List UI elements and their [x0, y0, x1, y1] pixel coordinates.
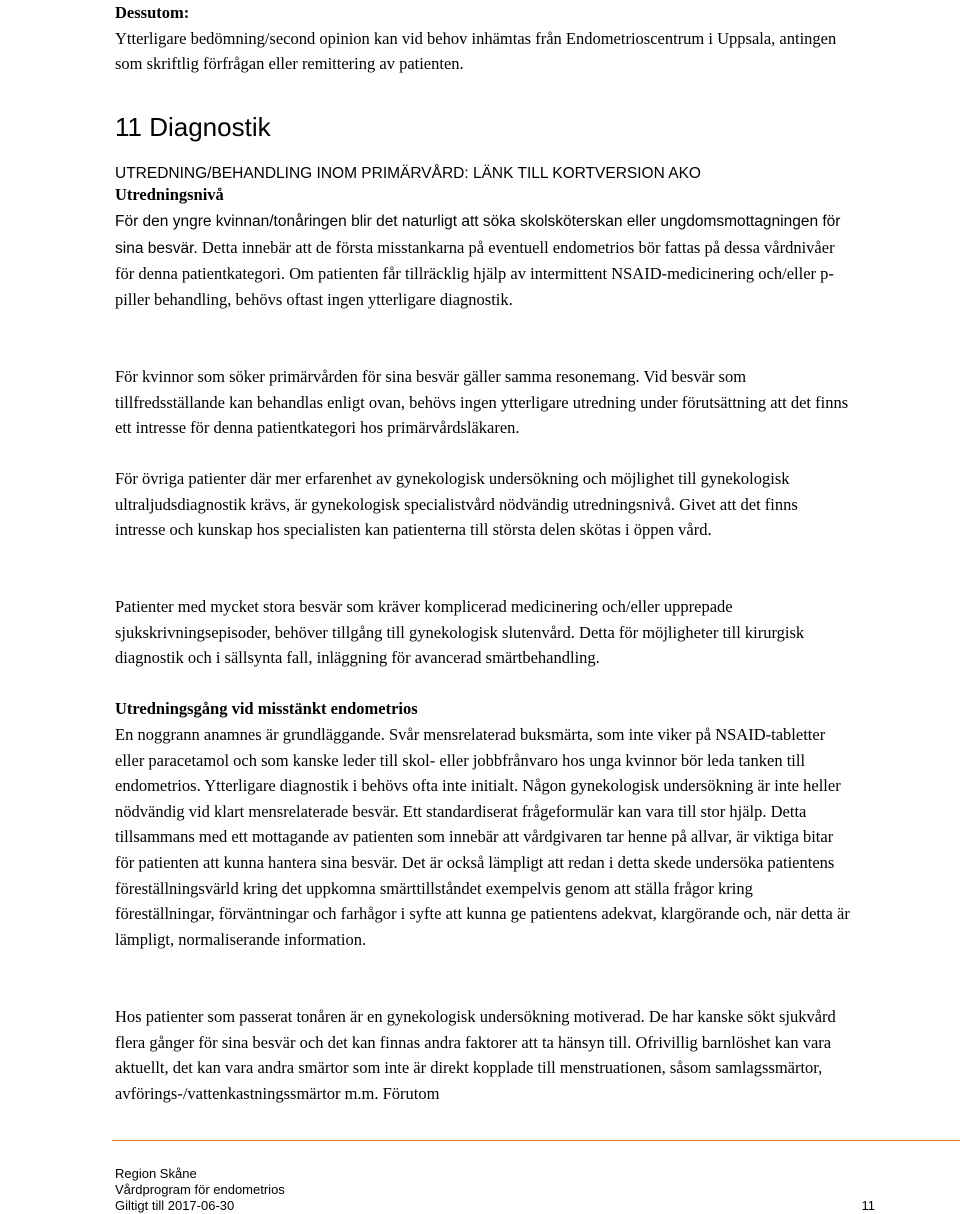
dessutom-heading: Dessutom:: [115, 3, 190, 22]
footer-valid-until: Giltigt till 2017-06-30: [115, 1198, 235, 1213]
utredningsniva-heading: Utredningsnivå: [115, 185, 224, 204]
utredningsniva-para4: Patienter med mycket stora besvär som kräver komplicerad medicinering och/eller upprepade sjukskrivningsepisoder, behöver tillgång till gynekologisk slutenvård. Detta för möjligheter till kirurgisk diagnostik och i sällsynta fall, inläggning för avancerad smärtbehandling.: [115, 597, 805, 668]
para1-serif-part: Detta innebär att de första misstankarna på eventuell endometrios bör fattas på dessa vårdnivåer för denna patientkategori. Om patienten får tillräcklig hjälp av intermittent NSAID-medicinering och/eller p-piller behandling, behövs oftast ingen ytterligare diagnostik.: [115, 237, 835, 309]
utredningsgang-heading: Utredningsgång vid misstänkt endometrios: [115, 699, 418, 718]
page-number: 11: [861, 1198, 875, 1213]
utredningsgang-para2: Hos patienter som passerat tonåren är en gynekologisk undersökning motiverad. De har kanske sökt sjukvård flera gånger för sina besvär och det kan finnas andra faktorer att ta hänsyn till. Ofrivillig barnlöshet kan vara aktuellt, det kan vara andra smärtor som inte är direkt kopplade till menstruationen, såsom samlagssmärtor, avförings-/vattenkastningssmärtor m.m. Förutom: [115, 1007, 836, 1103]
utredningsniva-para2: För kvinnor som söker primärvården för sina besvär gäller samma resonemang. Vid besvär som tillfredsställande kan behandlas enligt ovan, behövs ingen ytterligare utredning under förutsättning att det finns ett intresse för denna patientkategori hos primärvårdsläkaren.: [115, 367, 849, 438]
utredningsgang-para1: En noggrann anamnes är grundläggande. Svår mensrelaterad buksmärta, som inte viker på NSAID-tabletter eller paracetamol och som kanske leder till skol- eller jobbfrånvaro hos unga kvinnor bör leda tanken till endometrios. Ytterligare diagnostik i behövs ofta inte initialt. Någon gynekologisk undersökning är inte heller nödvändig vid klart mensrelaterade besvär. Ett standardiserat frågeformulär kan vara till stor hjälp. Detta tillsammans med ett mottagande av patienten som innebär att vårdgivaren tar henne på allvar, är viktiga bitar för patienten att kunna hantera sina besvär. Det är också lämpligt att redan i detta skede undersöka patientens föreställningsvärld kring det uppkomna smärttillståndet exempelvis genom att ställa frågor kring föreställningar, förväntningar och farhågor i syfte att kunna ge patientens adekvat, klargörande och, när detta är lämpligt, normaliserande information.: [115, 725, 850, 949]
para1-sans-part: För den yngre kvinnan/tonåringen blir det naturligt att söka skolsköterskan eller ungdomsmottagningen för sina besvär.: [115, 213, 841, 257]
utredningsniva-para1: [115, 208, 850, 312]
dessutom-text: Ytterligare bedömning/second opinion kan vid behov inhämtas från Endometrioscentrum i Uppsala, antingen som skriftlig förfrågan eller remittering av patienten.: [115, 28, 837, 74]
subheading-link: UTREDNING/BEHANDLING INOM PRIMÄRVÅRD: LÄNK TILL KORTVERSION AKO: [115, 165, 701, 182]
chapter-title: 11 Diagnostik: [115, 112, 271, 142]
footer-doc-title: Vårdprogram för endometrios: [115, 1182, 285, 1197]
utredningsniva-para3: För övriga patienter där mer erfarenhet av gynekologisk undersökning och möjlighet till gynekologisk ultraljudsdiagnostik krävs, är gynekologisk specialistvård nödvändig utredningsnivå. Givet att det finns intresse och kunskap hos specialisten kan patienterna till största delen skötas i öppen vård.: [115, 469, 798, 540]
footer-org: Region Skåne: [115, 1166, 197, 1181]
section-dessutom: [115, 0, 850, 77]
footer-divider: [112, 1140, 960, 1141]
footer: [115, 1166, 875, 1214]
